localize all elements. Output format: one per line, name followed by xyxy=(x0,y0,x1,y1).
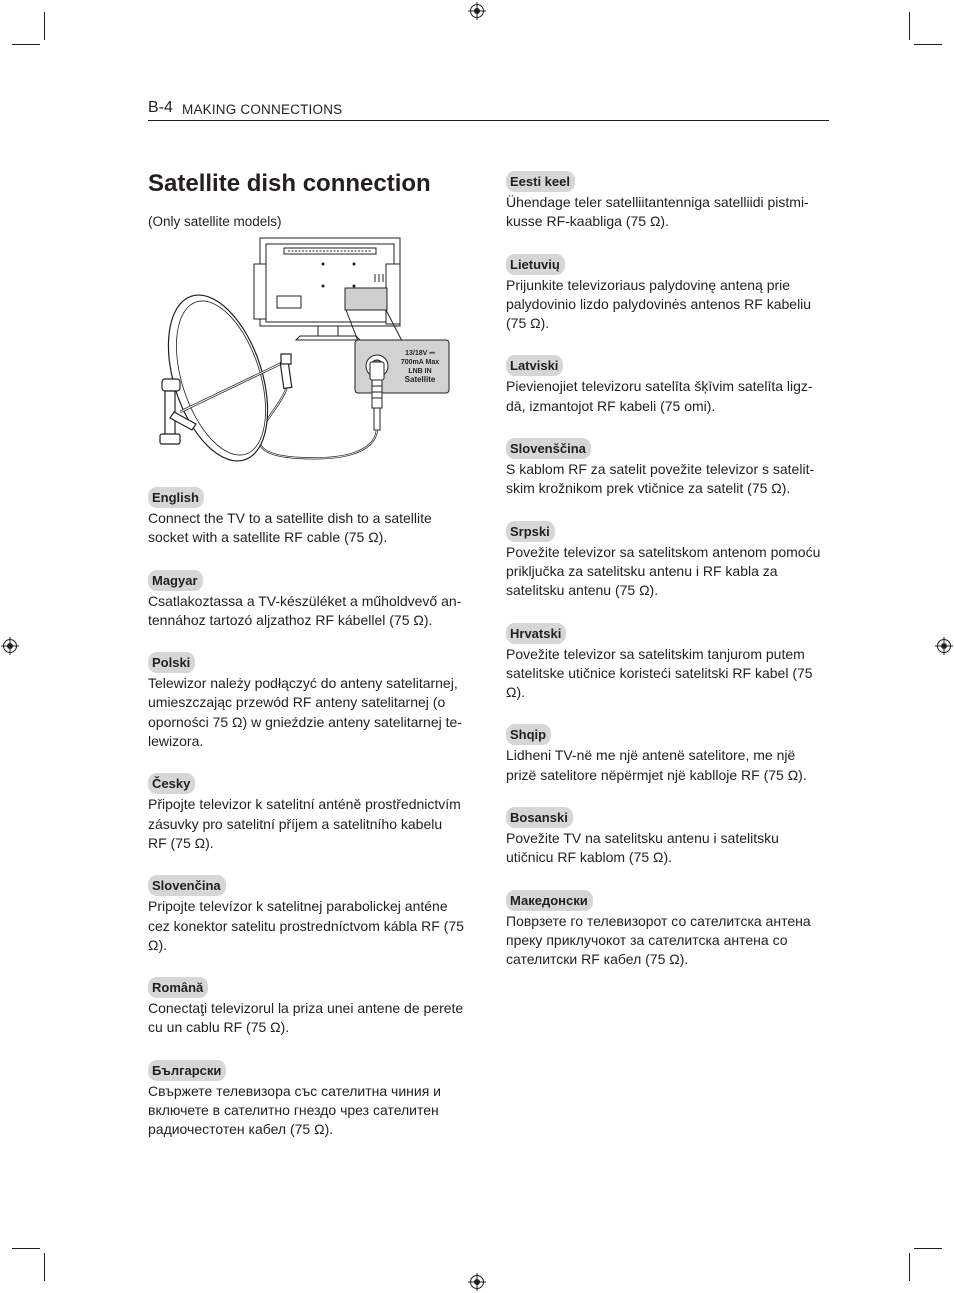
crop-mark xyxy=(12,44,40,45)
language-instruction xyxy=(148,897,478,955)
text-line: Поврзете го телевизорот со сателитска антена xyxy=(506,912,811,929)
text-line: Connect the TV to a satellite dish to a satellite xyxy=(148,510,432,526)
language-badge: Slovenčina xyxy=(148,875,226,896)
text-line: zásuvky pro satelitní příjem a satelitního kabelu xyxy=(148,815,443,832)
language-instruction xyxy=(506,829,836,868)
language-entry xyxy=(148,487,478,548)
port-label: LNB IN xyxy=(408,368,432,375)
language-instruction xyxy=(148,509,478,548)
text-line: oporności 75 Ω) w gnieździe anteny satelitarnej te- xyxy=(148,713,462,730)
registration-mark-icon xyxy=(468,2,486,20)
crop-mark xyxy=(909,12,910,40)
text-line: RF (75 Ω). xyxy=(148,834,214,851)
text-line: socket with a satellite RF cable (75 Ω). xyxy=(148,529,388,546)
language-instruction xyxy=(148,674,478,751)
registration-mark-icon xyxy=(935,637,953,655)
registration-mark-icon xyxy=(468,1273,486,1291)
language-badge: Polski xyxy=(148,652,195,673)
language-entry xyxy=(148,652,478,751)
text-line: prizë satelitore nëpërmjet një kablloje RF (75 Ω). xyxy=(506,766,807,783)
crop-mark xyxy=(914,1248,942,1249)
language-instruction xyxy=(506,746,836,785)
language-entry xyxy=(506,521,836,601)
text-line: Pievienojiet televizoru satelīta šķīvim satelīta ligz- xyxy=(506,378,813,395)
text-line: Ühendage teler satelliitantenniga satelliidi pistmi- xyxy=(506,194,809,210)
language-entry xyxy=(506,890,836,970)
right-language-column xyxy=(506,171,836,992)
text-line: Povežite televizor sa satelitskim tanjurom putem xyxy=(506,645,805,662)
text-line: Ω). xyxy=(148,936,168,953)
language-badge: Srpski xyxy=(506,521,555,542)
language-badge: Shqip xyxy=(506,724,551,745)
tv-rear-icon xyxy=(254,238,400,340)
language-badge: Română xyxy=(148,977,208,998)
language-entry xyxy=(506,254,836,334)
section-title: MAKING CONNECTIONS xyxy=(182,102,343,117)
text-line: cez konektor satelitu prostredníctvom kábla RF (75 xyxy=(148,917,464,934)
language-badge: Hrvatski xyxy=(506,623,566,644)
port-label: 700mA Max xyxy=(400,359,440,366)
language-badge: Български xyxy=(148,1060,226,1081)
text-line: Povežite TV na satelitsku antenu i satelitsku xyxy=(506,830,779,847)
text-line: Lidheni TV-në me një antenë satelitore, me një xyxy=(506,747,796,764)
rf-connector-icon xyxy=(370,362,384,430)
language-instruction xyxy=(506,543,836,601)
port-label: Satellite xyxy=(404,375,436,384)
crop-mark xyxy=(44,12,45,40)
text-line: kusse RF-kaabliga (75 Ω). xyxy=(506,213,669,230)
page-title: Satellite dish connection xyxy=(148,170,431,197)
language-entry xyxy=(506,171,836,232)
language-badge: Magyar xyxy=(148,570,203,591)
language-instruction xyxy=(506,193,836,232)
page-number: B-4 xyxy=(148,99,173,116)
language-instruction xyxy=(506,912,836,970)
text-line: радиочестотен кабел (75 Ω). xyxy=(148,1121,334,1138)
text-line: palydovinio lizdo palydovinės antenos RF kabeliu xyxy=(506,295,812,312)
language-badge: Lietuvių xyxy=(506,254,565,275)
language-entry xyxy=(148,773,478,853)
running-header xyxy=(148,98,829,121)
text-line: satelitske utičnice koristeći satelitski RF kabel (75 xyxy=(506,664,813,681)
registration-mark-icon xyxy=(1,637,19,655)
text-line: Csatlakoztassa a TV-készüléket a műholdvevő an- xyxy=(148,592,462,609)
text-line: Prijunkite televizoriaus palydovinę anteną prie xyxy=(506,276,791,293)
crop-mark xyxy=(914,44,942,45)
language-instruction xyxy=(506,377,836,416)
language-instruction xyxy=(148,1082,478,1140)
text-line: skim krožnikom prek vtičnice za satelit (75 Ω). xyxy=(506,480,791,497)
port-label: 13/18V ⎓ xyxy=(405,350,435,357)
language-entry xyxy=(148,1060,478,1140)
text-line: сателитски RF кабел (75 Ω). xyxy=(506,951,689,968)
text-line: включете в сателитно гнездо чрез сателитен xyxy=(148,1102,439,1119)
language-entry xyxy=(148,570,478,631)
text-line: satelitsku antenu (75 Ω). xyxy=(506,582,659,599)
language-entry xyxy=(506,807,836,868)
language-entry xyxy=(148,875,478,955)
language-badge: Eesti keel xyxy=(506,171,575,192)
text-line: umieszczając przewód RF anteny satelitarnej (o xyxy=(148,694,446,711)
text-line: S kablom RF za satelit povežite televizor s satelit- xyxy=(506,461,815,478)
language-instruction xyxy=(506,276,836,334)
text-line: (75 Ω). xyxy=(506,315,550,332)
language-badge: English xyxy=(148,487,204,508)
satellite-connection-illustration xyxy=(150,236,452,472)
text-line: tennához tartozó aljzathoz RF kábellel (75 Ω). xyxy=(148,611,433,628)
language-entry xyxy=(506,438,836,499)
crop-mark xyxy=(44,1253,45,1281)
language-badge: Česky xyxy=(148,773,195,794)
text-line: utičnicu RF kablom (75 Ω). xyxy=(506,849,673,866)
text-line: Pripojte televízor k satelitnej parabolickej anténe xyxy=(148,898,448,915)
language-badge: Latviski xyxy=(506,355,563,376)
language-entry xyxy=(148,977,478,1038)
language-entry xyxy=(506,724,836,785)
language-entry xyxy=(506,355,836,416)
text-line: priključka za satelitsku antenu i RF kabla za xyxy=(506,562,778,579)
text-line: Ω). xyxy=(506,684,526,701)
language-badge: Slovenščina xyxy=(506,438,591,459)
language-instruction xyxy=(506,645,836,703)
text-line: dā, izmantojot RF kabeli (75 omi). xyxy=(506,397,716,414)
language-badge: Македонски xyxy=(506,890,593,911)
page-subtitle: (Only satellite models) xyxy=(148,214,282,229)
crop-mark xyxy=(909,1253,910,1281)
language-instruction xyxy=(506,460,836,499)
crop-mark xyxy=(12,1248,40,1249)
text-line: lewizora. xyxy=(148,733,204,750)
text-line: Povežite televizor sa satelitskom antenom pomoću xyxy=(506,543,821,560)
text-line: cu un cablu RF (75 Ω). xyxy=(148,1019,290,1036)
language-instruction xyxy=(148,999,478,1038)
language-badge: Bosanski xyxy=(506,807,573,828)
text-line: Telewizor należy podłączyć do anteny satelitarnej, xyxy=(148,675,458,692)
text-line: Conectaţi televizorul la priza unei antene de perete xyxy=(148,1000,464,1017)
language-instruction xyxy=(148,795,478,853)
language-instruction xyxy=(148,592,478,631)
text-line: Свържете телевизора със сателитна чиния и xyxy=(148,1082,441,1099)
text-line: преку приклучокот за сателитска антена со xyxy=(506,931,788,948)
left-language-column xyxy=(148,487,478,1162)
text-line: Připojte televizor k satelitní anténě prostřednictvím xyxy=(148,796,461,813)
language-entry xyxy=(506,623,836,703)
